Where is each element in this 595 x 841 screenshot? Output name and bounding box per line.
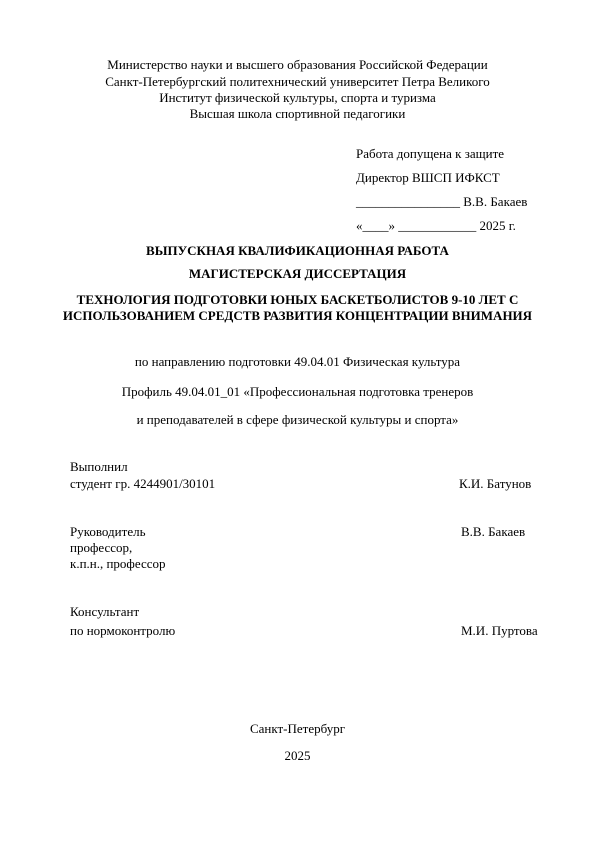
school-line: Высшая школа спортивной педагогики xyxy=(189,106,406,121)
director-signature-line: ________________ В.В. Бакаев xyxy=(356,194,528,209)
ministry-line: Министерство науки и высшего образования Российской Федерации xyxy=(107,57,488,72)
thesis-title: ТЕХНОЛОГИЯ ПОДГОТОВКИ ЮНЫХ БАСКЕТБОЛИСТОВ 9-10 ЛЕТ С ИСПОЛЬЗОВАНИЕМ СРЕДСТВ РАЗВИТИЯ КОНЦЕНТРАЦИИ ВНИМАНИЯ xyxy=(62,292,533,323)
consultant-label: Консультант xyxy=(70,604,140,619)
supervisor-label: Руководитель xyxy=(70,524,146,539)
supervisor-title-1: профессор, xyxy=(70,540,133,555)
supervisor-title-2: к.п.н., профессор xyxy=(70,556,166,571)
thesis-subtype-heading: МАГИСТЕРСКАЯ ДИССЕРТАЦИЯ xyxy=(188,266,407,281)
admitted-text: Работа допущена к защите xyxy=(356,146,505,161)
city-line: Санкт-Петербург xyxy=(249,721,346,736)
supervisor-name: В.В. Бакаев xyxy=(461,524,526,539)
director-text: Директор ВШСП ИФКСТ xyxy=(356,170,500,185)
student-name: К.И. Батунов xyxy=(459,476,532,491)
consultant-sub-label: по нормоконтролю xyxy=(70,623,176,638)
approval-date-line: «____» ____________ 2025 г. xyxy=(356,218,516,233)
profile-line-1: Профиль 49.04.01_01 «Профессиональная подготовка тренеров xyxy=(121,384,474,399)
year-line: 2025 xyxy=(284,748,311,763)
direction-line: по направлению подготовки 49.04.01 Физическая культура xyxy=(134,354,461,369)
profile-line-2: и преподавателей в сфере физической культуры и спорта» xyxy=(136,412,459,427)
university-line: Санкт-Петербургский политехнический университет Петра Великого xyxy=(105,74,490,89)
student-group-label: студент гр. 4244901/30101 xyxy=(70,476,216,491)
performed-label: Выполнил xyxy=(70,459,128,474)
consultant-name: М.И. Пуртова xyxy=(461,623,538,638)
thesis-type-heading: ВЫПУСКНАЯ КВАЛИФИКАЦИОННАЯ РАБОТА xyxy=(146,243,449,258)
institute-line: Институт физической культуры, спорта и туризма xyxy=(159,90,436,105)
